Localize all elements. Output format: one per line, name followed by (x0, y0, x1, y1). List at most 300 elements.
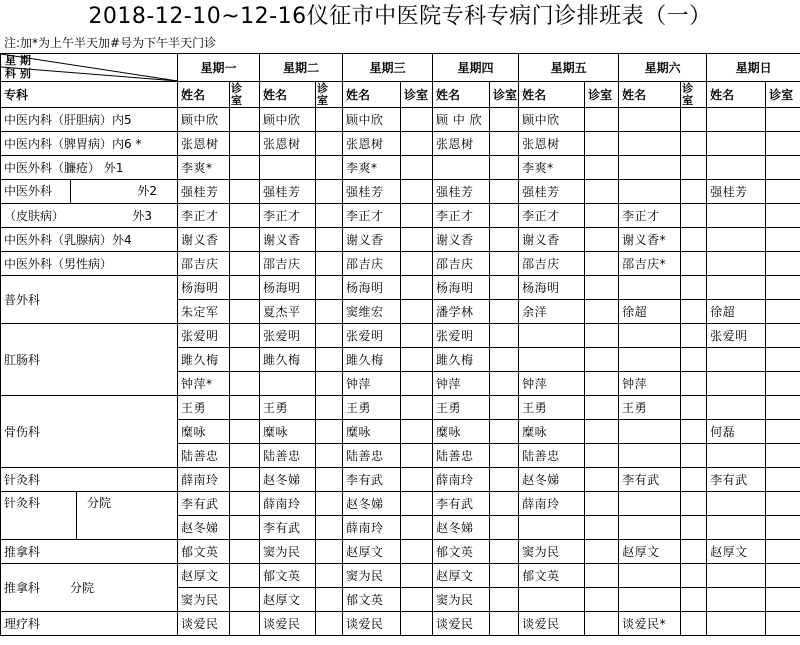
doctor-name-cell: 李正才 (343, 204, 401, 228)
doctor-name-cell: 邵吉庆 (260, 252, 316, 276)
doctor-name-cell: 薛南玲 (178, 468, 230, 492)
doctor-name-cell: 薛南玲 (519, 492, 585, 516)
doctor-name-cell: 赵冬娣 (433, 516, 490, 540)
doctor-name-cell: 强桂芳 (260, 180, 316, 204)
room-cell (490, 420, 519, 444)
room-column-header: 诊室 (401, 82, 433, 108)
doctor-name-cell: 糜咏 (260, 420, 316, 444)
doctor-name-cell: 郁文英 (433, 540, 490, 564)
room-cell (585, 132, 619, 156)
name-column-header: 姓名 (343, 82, 401, 108)
doctor-name-cell: 李正才 (260, 204, 316, 228)
doctor-name-cell: 谈爱民* (619, 612, 681, 636)
room-cell (230, 588, 260, 612)
schedule-row (1, 228, 800, 252)
doctor-name-cell: 李有武 (433, 492, 490, 516)
room-cell (316, 444, 343, 468)
doctor-name-cell (707, 444, 766, 468)
schedule-row (1, 396, 800, 420)
department-label: （皮肤病） (4, 208, 65, 223)
doctor-name-cell: 张爱明 (707, 324, 766, 348)
doctor-name-cell: 雎久梅 (433, 348, 490, 372)
room-cell (585, 564, 619, 588)
doctor-name-cell: 顾中欣 (343, 108, 401, 132)
room-cell (401, 396, 433, 420)
doctor-name-cell (707, 204, 766, 228)
doctor-name-cell: 谢义香* (619, 228, 681, 252)
doctor-name-cell (619, 516, 681, 540)
doctor-name-cell: 赵冬娣 (260, 468, 316, 492)
room-cell (585, 180, 619, 204)
doctor-name-cell (707, 252, 766, 276)
doctor-name-cell: 强桂芳 (343, 180, 401, 204)
room-cell (766, 516, 800, 540)
room-cell (681, 540, 707, 564)
doctor-name-cell (519, 324, 585, 348)
room-cell (230, 468, 260, 492)
doctor-name-cell (619, 156, 681, 180)
name-column-header: 姓名 (260, 82, 316, 108)
schedule-row (1, 204, 800, 228)
doctor-name-cell (619, 276, 681, 300)
doctor-name-cell: 王勇 (433, 396, 490, 420)
room-cell (766, 468, 800, 492)
room-cell (681, 516, 707, 540)
doctor-name-cell: 雎久梅 (343, 348, 401, 372)
doctor-name-cell: 邵吉庆* (619, 252, 681, 276)
corner-dept-label: 科 别 (5, 67, 31, 80)
room-cell (230, 564, 260, 588)
name-column-header: 姓名 (707, 82, 766, 108)
doctor-name-cell (707, 564, 766, 588)
room-cell (585, 492, 619, 516)
room-cell (490, 276, 519, 300)
department-cell (1, 564, 178, 612)
doctor-name-cell: 李正才 (178, 204, 230, 228)
room-cell (766, 612, 800, 636)
room-cell (490, 612, 519, 636)
room-cell (230, 180, 260, 204)
doctor-name-cell: 王勇 (619, 396, 681, 420)
room-cell (230, 540, 260, 564)
doctor-name-cell: 张恩树 (343, 132, 401, 156)
room-column-header: 诊 室 (230, 82, 260, 108)
room-cell (490, 132, 519, 156)
room-cell (766, 300, 800, 324)
room-cell (316, 324, 343, 348)
doctor-name-cell: 李正才 (433, 204, 490, 228)
doctor-name-cell: 赵冬娣 (343, 492, 401, 516)
room-cell (490, 300, 519, 324)
name-column-header: 姓名 (519, 82, 585, 108)
day-header: 星期日 (707, 54, 800, 82)
name-column-header: 姓名 (619, 82, 681, 108)
room-cell (681, 444, 707, 468)
doctor-name-cell: 窦为民 (343, 564, 401, 588)
doctor-name-cell: 张爱明 (178, 324, 230, 348)
room-column-header: 诊 室 (681, 82, 707, 108)
room-cell (585, 396, 619, 420)
department-cell: 中医外科（乳腺病）外4 (1, 228, 178, 252)
room-cell (490, 516, 519, 540)
doctor-name-cell: 窦为民 (519, 540, 585, 564)
department-cell: 针灸科 (1, 468, 178, 492)
doctor-name-cell: 张爱明 (260, 324, 316, 348)
doctor-name-cell (433, 156, 490, 180)
room-cell (401, 444, 433, 468)
branch-label: 分院 (87, 496, 112, 510)
room-cell (490, 564, 519, 588)
specialty-header: 专科 (1, 82, 178, 108)
room-cell (490, 468, 519, 492)
schedule-row (1, 540, 800, 564)
room-cell (316, 180, 343, 204)
doctor-name-cell: 邵吉庆 (519, 252, 585, 276)
room-cell (401, 540, 433, 564)
room-cell (490, 348, 519, 372)
doctor-name-cell (619, 324, 681, 348)
clinic-room-label: 外3 (132, 208, 152, 223)
day-header: 星期一 (178, 54, 260, 82)
room-cell (316, 540, 343, 564)
doctor-name-cell (619, 492, 681, 516)
doctor-name-cell: 窦为民 (260, 540, 316, 564)
department-cell: 中医内科（脾胃病）内6 * (1, 132, 178, 156)
room-cell (681, 612, 707, 636)
room-cell (681, 468, 707, 492)
room-cell (766, 180, 800, 204)
department-label: 针灸科 (4, 492, 77, 539)
room-cell (585, 156, 619, 180)
doctor-name-cell: 王勇 (178, 396, 230, 420)
doctor-name-cell: 杨海明 (433, 276, 490, 300)
doctor-name-cell (619, 180, 681, 204)
department-cell: 推拿科 (1, 540, 178, 564)
room-cell (230, 612, 260, 636)
room-cell (585, 300, 619, 324)
clinic-room-label: 外2 (137, 184, 157, 198)
department-cell: 肛肠科 (1, 324, 178, 396)
room-cell (490, 156, 519, 180)
doctor-name-cell: 顾中欣 (178, 108, 230, 132)
room-cell (585, 324, 619, 348)
doctor-name-cell: 雎久梅 (260, 348, 316, 372)
doctor-name-cell: 赵厚文 (343, 540, 401, 564)
room-cell (230, 420, 260, 444)
doctor-name-cell: 朱定军 (178, 300, 230, 324)
room-cell (766, 204, 800, 228)
room-cell (490, 372, 519, 396)
room-cell (681, 300, 707, 324)
room-cell (401, 228, 433, 252)
room-cell (766, 108, 800, 132)
room-cell (490, 588, 519, 612)
doctor-name-cell: 谢义香 (519, 228, 585, 252)
department-cell (1, 204, 178, 228)
room-cell (490, 492, 519, 516)
room-cell (766, 252, 800, 276)
department-label: 中医外科 (4, 180, 71, 203)
doctor-name-cell: 谢义香 (260, 228, 316, 252)
room-cell (681, 276, 707, 300)
doctor-name-cell: 李有武 (343, 468, 401, 492)
doctor-name-cell (519, 348, 585, 372)
room-cell (585, 276, 619, 300)
doctor-name-cell: 顾 中 欣 (433, 108, 490, 132)
room-cell (766, 372, 800, 396)
doctor-name-cell: 窦为民 (178, 588, 230, 612)
day-header: 星期五 (519, 54, 619, 82)
doctor-name-cell: 李正才 (619, 204, 681, 228)
doctor-name-cell: 郁文英 (178, 540, 230, 564)
room-cell (401, 492, 433, 516)
room-cell (316, 132, 343, 156)
room-cell (585, 228, 619, 252)
doctor-name-cell (707, 612, 766, 636)
doctor-name-cell: 糜咏 (178, 420, 230, 444)
doctor-name-cell: 李有武 (619, 468, 681, 492)
doctor-name-cell: 杨海明 (260, 276, 316, 300)
doctor-name-cell: 潘学林 (433, 300, 490, 324)
room-cell (401, 156, 433, 180)
doctor-name-cell (619, 348, 681, 372)
doctor-name-cell: 钟萍* (178, 372, 230, 396)
room-cell (766, 324, 800, 348)
room-cell (230, 108, 260, 132)
room-cell (585, 252, 619, 276)
doctor-name-cell: 钟萍 (343, 372, 401, 396)
doctor-name-cell: 谈爱民 (433, 612, 490, 636)
room-cell (585, 108, 619, 132)
room-cell (401, 588, 433, 612)
room-cell (585, 444, 619, 468)
doctor-name-cell: 张恩树 (178, 132, 230, 156)
doctor-name-cell: 顾中欣 (260, 108, 316, 132)
room-column-header: 诊室 (766, 82, 800, 108)
doctor-name-cell: 谈爱民 (260, 612, 316, 636)
room-cell (766, 492, 800, 516)
room-cell (316, 372, 343, 396)
room-cell (401, 324, 433, 348)
schedule-row (1, 612, 800, 636)
room-cell (681, 204, 707, 228)
room-cell (766, 420, 800, 444)
schedule-row (1, 468, 800, 492)
day-header: 星期三 (343, 54, 433, 82)
doctor-name-cell: 李正才 (519, 204, 585, 228)
room-cell (585, 468, 619, 492)
room-cell (230, 516, 260, 540)
room-cell (585, 588, 619, 612)
doctor-name-cell: 谈爱民 (519, 612, 585, 636)
doctor-name-cell (619, 564, 681, 588)
schedule-row (1, 180, 800, 204)
doctor-name-cell (707, 276, 766, 300)
schedule-row (1, 564, 800, 588)
doctor-name-cell: 赵冬娣 (519, 468, 585, 492)
doctor-name-cell: 杨海明 (178, 276, 230, 300)
doctor-name-cell: 徐超 (707, 300, 766, 324)
room-cell (766, 396, 800, 420)
room-cell (316, 348, 343, 372)
doctor-name-cell (519, 516, 585, 540)
room-cell (401, 612, 433, 636)
room-cell (585, 612, 619, 636)
doctor-name-cell (519, 588, 585, 612)
room-cell (681, 132, 707, 156)
doctor-name-cell: 糜咏 (343, 420, 401, 444)
doctor-name-cell: 强桂芳 (519, 180, 585, 204)
room-cell (230, 300, 260, 324)
room-cell (766, 564, 800, 588)
room-cell (230, 348, 260, 372)
room-cell (230, 204, 260, 228)
room-cell (681, 108, 707, 132)
room-cell (766, 276, 800, 300)
room-cell (316, 276, 343, 300)
doctor-name-cell: 谢义香 (433, 228, 490, 252)
room-cell (681, 396, 707, 420)
room-cell (401, 204, 433, 228)
room-cell (681, 180, 707, 204)
room-cell (490, 540, 519, 564)
room-column-header: 诊室 (490, 82, 519, 108)
room-cell (316, 228, 343, 252)
room-cell (230, 492, 260, 516)
department-cell: 骨伤科 (1, 396, 178, 468)
doctor-name-cell: 杨海明 (343, 276, 401, 300)
doctor-name-cell: 强桂芳 (433, 180, 490, 204)
room-cell (316, 420, 343, 444)
room-cell (230, 396, 260, 420)
room-cell (316, 612, 343, 636)
doctor-name-cell: 余洋 (519, 300, 585, 324)
room-cell (585, 540, 619, 564)
doctor-name-cell (707, 132, 766, 156)
room-cell (681, 228, 707, 252)
doctor-name-cell: 李爽* (343, 156, 401, 180)
doctor-name-cell: 李有武 (260, 516, 316, 540)
doctor-name-cell: 邵吉庆 (433, 252, 490, 276)
name-column-header: 姓名 (178, 82, 230, 108)
doctor-name-cell: 谈爱民 (343, 612, 401, 636)
doctor-name-cell (260, 156, 316, 180)
room-cell (585, 204, 619, 228)
schedule-row (1, 252, 800, 276)
room-cell (766, 228, 800, 252)
doctor-name-cell (707, 108, 766, 132)
doctor-name-cell: 窦为民 (433, 588, 490, 612)
doctor-name-cell: 钟萍 (519, 372, 585, 396)
doctor-name-cell: 李爽* (519, 156, 585, 180)
doctor-name-cell: 谢义香 (178, 228, 230, 252)
room-cell (316, 204, 343, 228)
doctor-name-cell: 邵吉庆 (343, 252, 401, 276)
doctor-name-cell: 张恩树 (519, 132, 585, 156)
doctor-name-cell: 李有武 (707, 468, 766, 492)
header-corner (1, 54, 178, 82)
department-cell: 中医内科（肝胆病）内5 (1, 108, 178, 132)
doctor-name-cell: 李爽* (178, 156, 230, 180)
doctor-name-cell: 张恩树 (433, 132, 490, 156)
doctor-name-cell: 张爱明 (343, 324, 401, 348)
doctor-name-cell: 顾中欣 (519, 108, 585, 132)
department-cell: 中医外科（男性病） (1, 252, 178, 276)
department-cell (1, 492, 178, 540)
room-cell (585, 516, 619, 540)
page-title: 2018-12-10~12-16仪征市中医院专科专病门诊排班表（一） (88, 4, 712, 29)
room-cell (766, 156, 800, 180)
doctor-name-cell: 杨海明 (519, 276, 585, 300)
day-header: 星期四 (433, 54, 519, 82)
room-cell (230, 372, 260, 396)
doctor-name-cell: 何磊 (707, 420, 766, 444)
room-cell (401, 564, 433, 588)
doctor-name-cell: 强桂芳 (178, 180, 230, 204)
room-cell (401, 180, 433, 204)
doctor-name-cell: 陆善忠 (343, 444, 401, 468)
room-cell (401, 468, 433, 492)
doctor-name-cell: 赵厚文 (433, 564, 490, 588)
room-cell (681, 372, 707, 396)
doctor-name-cell (707, 156, 766, 180)
schedule-note: 注:加*为上午半天加#号为下午半天门诊 (4, 36, 217, 50)
doctor-name-cell: 薛南玲 (343, 516, 401, 540)
doctor-name-cell: 赵厚文 (178, 564, 230, 588)
doctor-name-cell: 钟萍 (433, 372, 490, 396)
room-cell (401, 252, 433, 276)
room-cell (585, 420, 619, 444)
room-cell (401, 420, 433, 444)
doctor-name-cell: 郁文英 (343, 588, 401, 612)
room-cell (681, 324, 707, 348)
room-cell (401, 132, 433, 156)
doctor-name-cell: 李有武 (178, 492, 230, 516)
schedule-row (1, 492, 800, 516)
doctor-name-cell (707, 492, 766, 516)
doctor-name-cell: 王勇 (260, 396, 316, 420)
doctor-name-cell: 徐超 (619, 300, 681, 324)
room-cell (316, 588, 343, 612)
doctor-name-cell: 王勇 (519, 396, 585, 420)
room-cell (230, 276, 260, 300)
department-cell: 理疗科 (1, 612, 178, 636)
room-cell (490, 180, 519, 204)
doctor-name-cell (707, 228, 766, 252)
schedule-row (1, 132, 800, 156)
doctor-name-cell: 陆善忠 (519, 444, 585, 468)
schedule-row (1, 276, 800, 300)
doctor-name-cell: 陆善忠 (260, 444, 316, 468)
doctor-name-cell (707, 372, 766, 396)
schedule-row (1, 108, 800, 132)
doctor-name-cell (619, 420, 681, 444)
doctor-name-cell: 强桂芳 (707, 180, 766, 204)
schedule-table (0, 53, 800, 636)
department-label: 推拿科 (4, 580, 41, 595)
room-cell (230, 156, 260, 180)
doctor-name-cell: 赵冬娣 (178, 516, 230, 540)
room-cell (316, 300, 343, 324)
doctor-name-cell: 赵厚文 (619, 540, 681, 564)
room-cell (766, 132, 800, 156)
doctor-name-cell: 赵厚文 (260, 588, 316, 612)
department-cell (1, 180, 178, 204)
doctor-name-cell: 郁文英 (519, 564, 585, 588)
room-cell (316, 252, 343, 276)
doctor-name-cell: 窦维宏 (343, 300, 401, 324)
doctor-name-cell: 夏杰平 (260, 300, 316, 324)
